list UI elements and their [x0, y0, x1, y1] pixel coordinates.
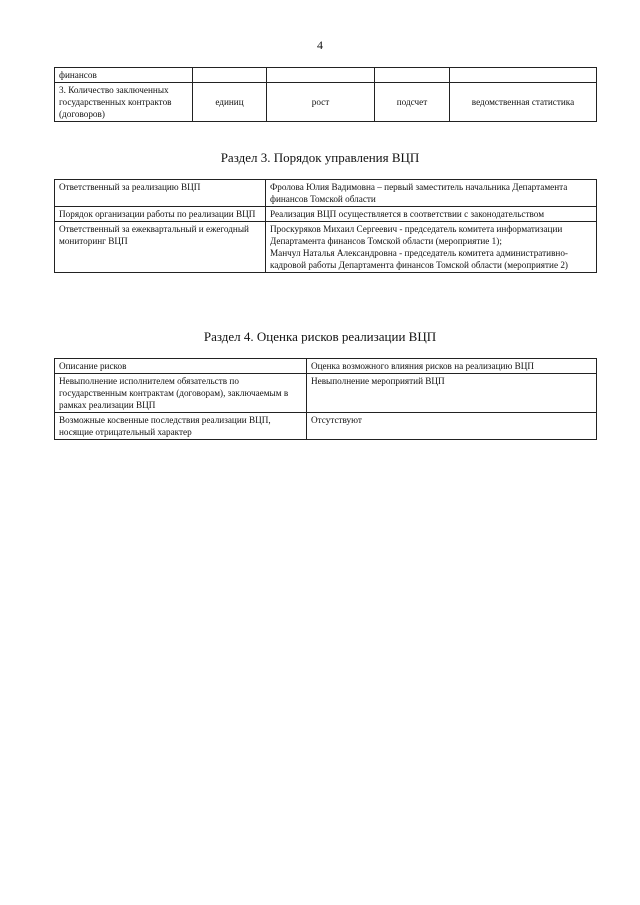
method-cell: подсчет	[375, 83, 450, 122]
management-table	[54, 179, 597, 273]
column-header: Оценка возможного влияния рисков на реализацию ВЦП	[307, 359, 597, 374]
risk-description: Невыполнение исполнителем обязательств по государственным контрактам (договорам), заключаемым в рамках реализации ВЦП	[55, 374, 307, 413]
monitor-person-2: Манчул Наталья Александровна - председатель комитета административно-кадровой работы Департамента финансов Томской области (мероприятие 2)	[270, 248, 568, 270]
risk-impact: Отсутствуют	[307, 413, 597, 440]
trend-cell: рост	[267, 83, 375, 122]
monitor-person-1: Проскуряков Михаил Сергеевич - председатель комитета информатизации Департамента финансов Томской области (мероприятие 1);	[270, 224, 563, 246]
row-value: Фролова Юлия Вадимовна – первый заместитель начальника Департамента финансов Томской области	[266, 180, 597, 207]
risks-table	[54, 358, 597, 440]
row-label: Порядок организации работы по реализации ВЦП	[55, 207, 266, 222]
row-value: Реализация ВЦП осуществляется в соответствии с законодательством	[266, 207, 597, 222]
page-number: 4	[317, 38, 323, 52]
row-value	[266, 222, 597, 273]
risk-impact: Невыполнение мероприятий ВЦП	[307, 374, 597, 413]
source-cell: ведомственная статистика	[450, 83, 597, 122]
section4-title: Раздел 4. Оценка рисков реализации ВЦП	[203, 329, 437, 344]
table-row	[55, 413, 597, 440]
table-row	[55, 83, 597, 122]
table-header-row	[55, 359, 597, 374]
column-header: Описание рисков	[55, 359, 307, 374]
risk-description: Возможные косвенные последствия реализации ВЦП, носящие отрицательный характер	[55, 413, 307, 440]
source-cell	[450, 68, 597, 83]
row-label: Ответственный за реализацию ВЦП	[55, 180, 266, 207]
method-cell	[375, 68, 450, 83]
unit-cell	[193, 68, 267, 83]
indicators-table	[54, 67, 597, 122]
indicator-name-cell: 3. Количество заключенных государственных контрактов (договоров)	[55, 83, 193, 122]
table-row	[55, 68, 597, 83]
table-row	[55, 180, 597, 207]
table-row	[55, 374, 597, 413]
indicator-name-cell: финансов	[55, 68, 193, 83]
row-label: Ответственный за ежеквартальный и ежегодный мониторинг ВЦП	[55, 222, 266, 273]
table-row	[55, 222, 597, 273]
table-row	[55, 207, 597, 222]
section3-title: Раздел 3. Порядок управления ВЦП	[220, 150, 420, 165]
unit-cell: единиц	[193, 83, 267, 122]
trend-cell	[267, 68, 375, 83]
